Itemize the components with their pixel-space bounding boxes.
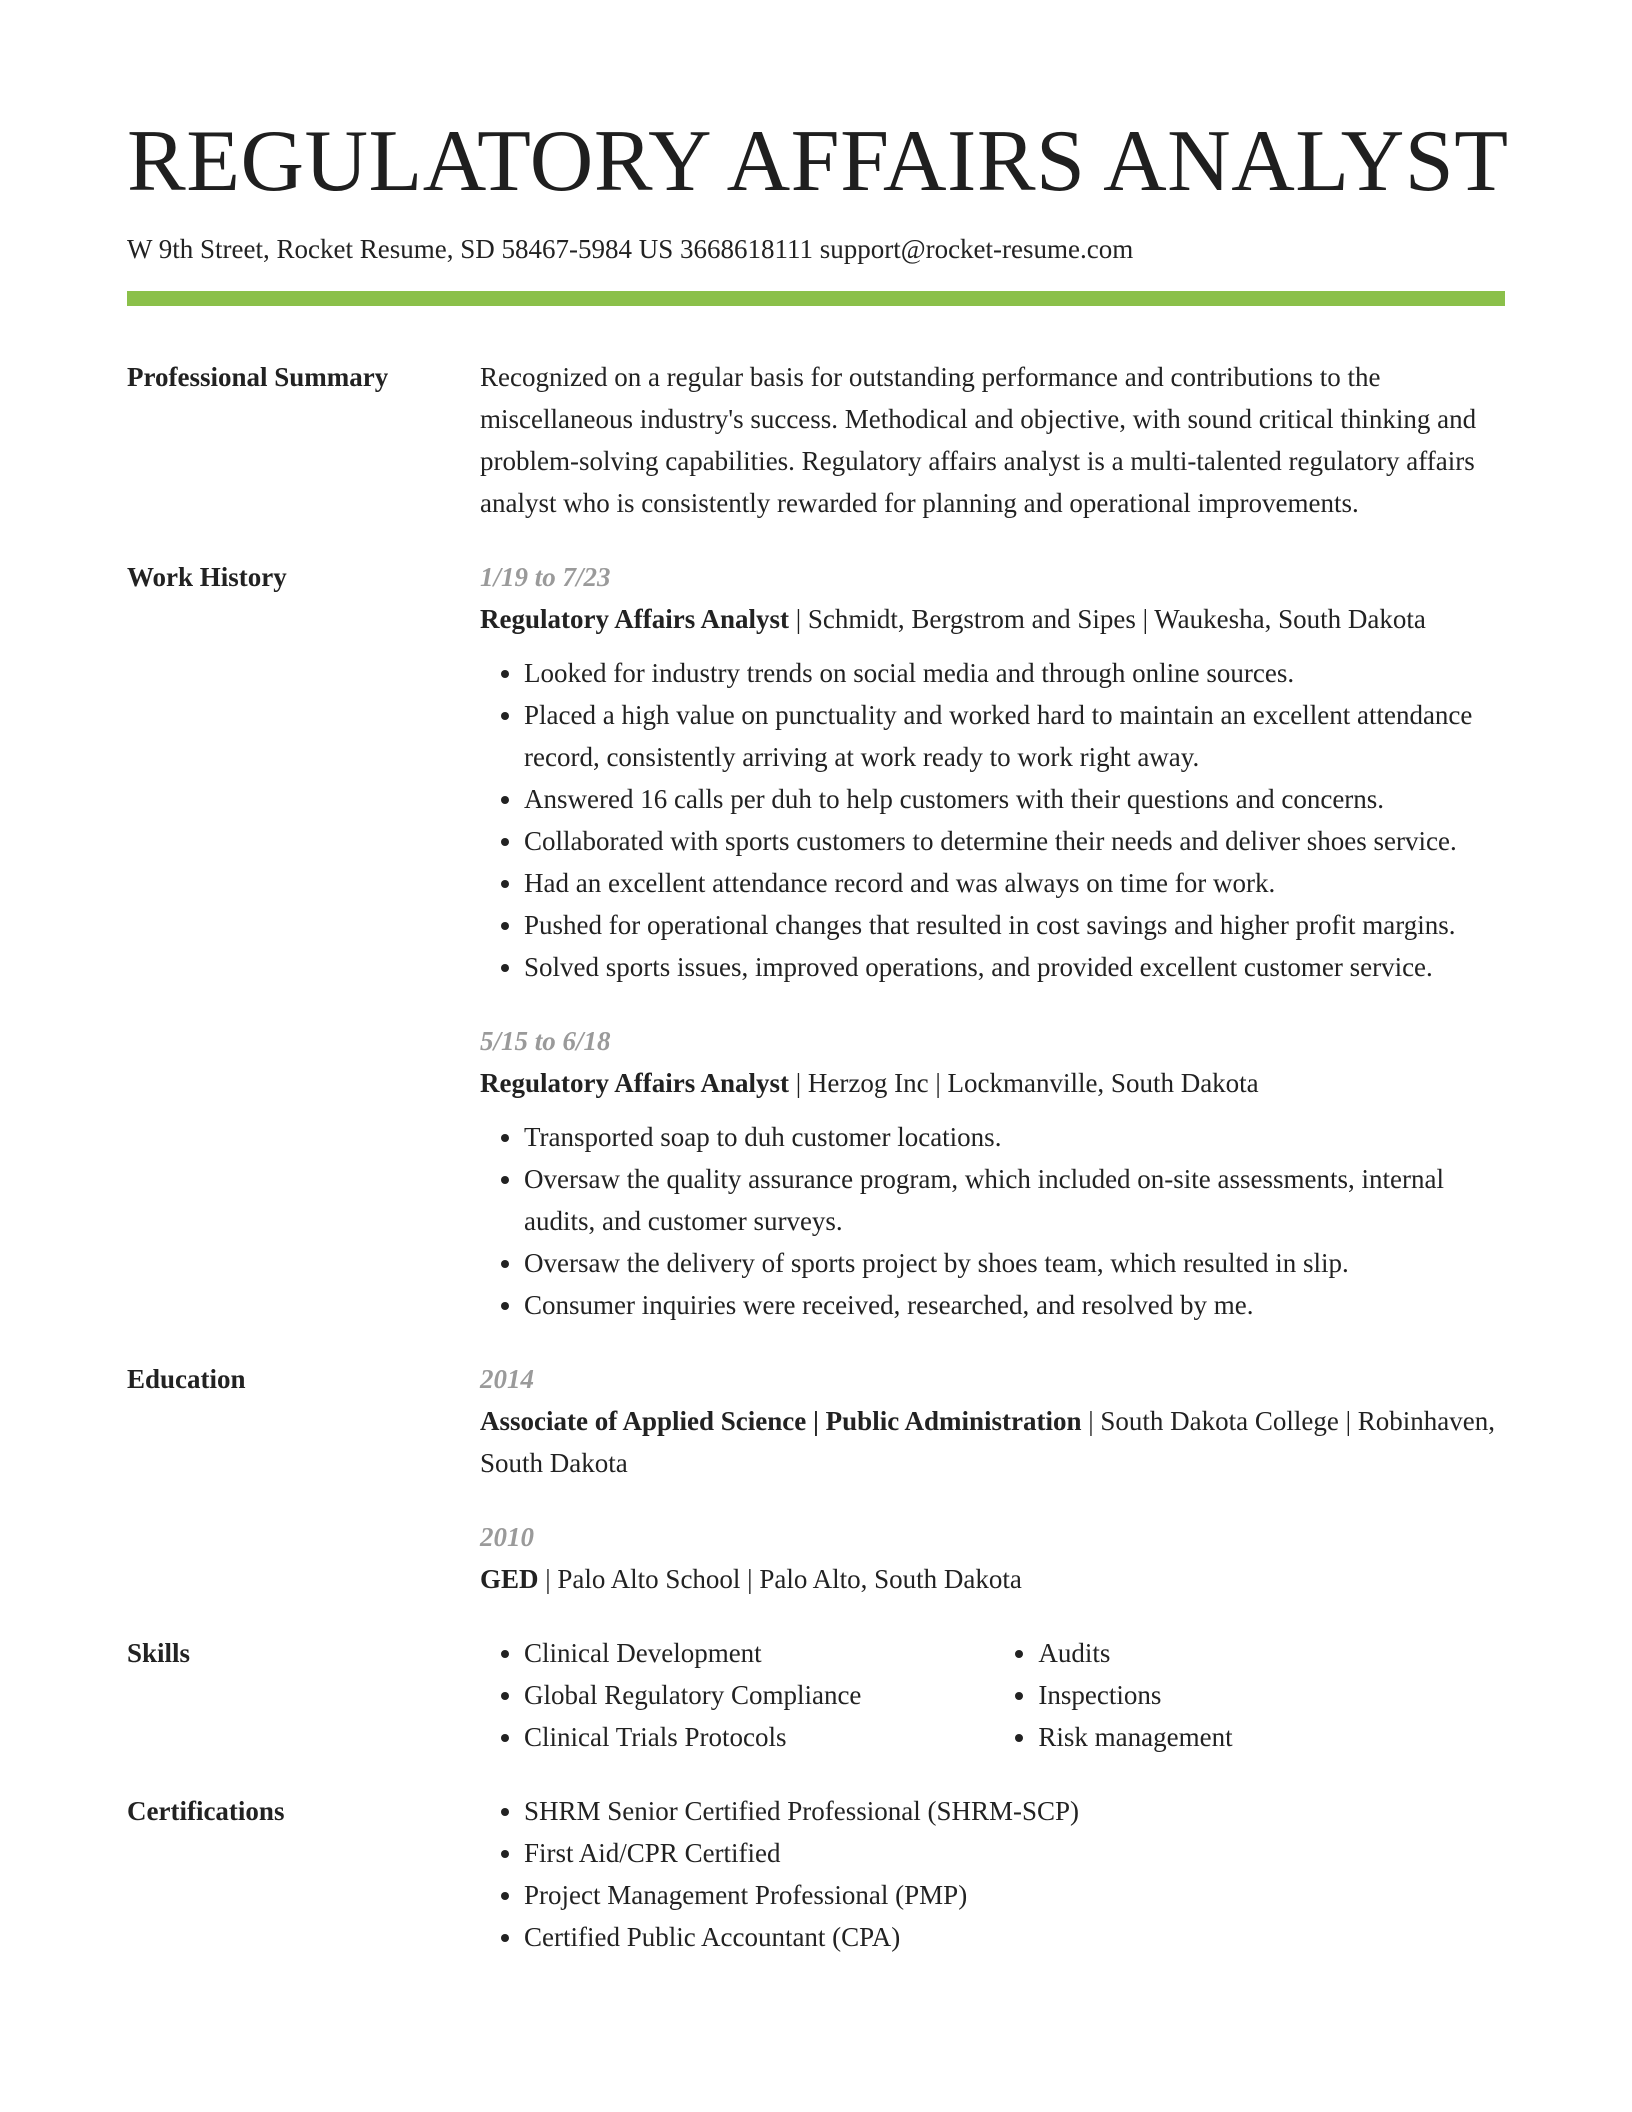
- job-details: | Herzog Inc | Lockmanville, South Dakota: [788, 1068, 1259, 1099]
- job-entry: [480, 1020, 1505, 1326]
- work-history-section: [127, 556, 1505, 1326]
- job-bullet: • Solved sports issues, improved operations, and provided excellent customer service.: [524, 946, 1505, 988]
- job-bullet: • Pushed for operational changes that resulted in cost savings and higher profit margins.: [524, 904, 1505, 946]
- header-divider: [127, 291, 1505, 306]
- job-title: Regulatory Affairs Analyst: [480, 604, 789, 635]
- job-dates: 5/15 to 6/18: [480, 1026, 611, 1057]
- certification-item: • SHRM Senior Certified Professional (SHRM-SCP): [524, 1790, 1505, 1832]
- education-details: | Palo Alto School | Palo Alto, South Dakota: [538, 1564, 1022, 1595]
- skills-list-right: [994, 1632, 1505, 1758]
- job-bullet: • Oversaw the delivery of sports project by shoes team, which resulted in slip.: [524, 1242, 1505, 1284]
- education-year: 2010: [480, 1522, 534, 1553]
- contact-address: W 9th Street, Rocket Resume, SD 58467-5984 US: [127, 234, 674, 264]
- job-bullets: [480, 1116, 1505, 1326]
- education-line: [480, 1558, 1505, 1600]
- job-bullet: • Consumer inquiries were received, researched, and resolved by me.: [524, 1284, 1505, 1326]
- section-label-skills: Skills: [127, 1638, 191, 1669]
- skill-item: • Inspections: [1038, 1674, 1505, 1716]
- education-details: | South Dakota College | Robinhaven, South Dakota: [480, 1406, 1495, 1479]
- education-entry: [480, 1516, 1505, 1600]
- skill-item: • Global Regulatory Compliance: [524, 1674, 994, 1716]
- job-bullet: • Looked for industry trends on social media and through online sources.: [524, 652, 1505, 694]
- job-bullets: [480, 652, 1505, 988]
- section-label-summary: Professional Summary: [127, 362, 389, 393]
- section-label-education: Education: [127, 1364, 246, 1395]
- education-degree: GED: [480, 1564, 539, 1595]
- job-bullet: • Placed a high value on punctuality and worked hard to maintain an excellent attendance record, consistently arriving at work ready to work right away.: [524, 694, 1505, 778]
- certification-item: • Project Management Professional (PMP): [524, 1874, 1505, 1916]
- job-bullet: • Answered 16 calls per duh to help customers with their questions and concerns.: [524, 778, 1505, 820]
- skill-item: • Risk management: [1038, 1716, 1505, 1758]
- education-line: [480, 1400, 1505, 1484]
- summary-section: [127, 356, 1505, 524]
- contact-phone: 3668618111: [679, 234, 813, 264]
- job-bullet: • Oversaw the quality assurance program, which included on-site assessments, internal audits, and customer surveys.: [524, 1158, 1505, 1242]
- skill-item: • Clinical Development: [524, 1632, 994, 1674]
- job-title: Regulatory Affairs Analyst: [480, 1068, 789, 1099]
- resume-title: REGULATORY AFFAIRS ANALYST: [127, 113, 1509, 210]
- job-role: [480, 598, 1505, 640]
- job-bullet: • Collaborated with sports customers to determine their needs and deliver shoes service.: [524, 820, 1505, 862]
- section-label-certifications: Certifications: [127, 1796, 285, 1827]
- contact-line: [127, 232, 1505, 267]
- job-bullet: • Had an excellent attendance record and was always on time for work.: [524, 862, 1505, 904]
- job-role: [480, 1062, 1505, 1104]
- certification-item: • Certified Public Accountant (CPA): [524, 1916, 1505, 1958]
- job-details: | Schmidt, Bergstrom and Sipes | Waukesha, South Dakota: [788, 604, 1426, 635]
- summary-text: Recognized on a regular basis for outstanding performance and contributions to the miscellaneous industry's success. Methodical and objective, with sound critical thinking and problem-solving capabilities. Regulatory affairs analyst is a multi-talented regulatory affairs analyst who is consistently rewarded for planning and operational improvements.: [480, 362, 1477, 519]
- certifications-list: [480, 1790, 1505, 1958]
- education-entry: [480, 1358, 1505, 1484]
- job-dates: 1/19 to 7/23: [480, 562, 611, 593]
- skills-section: [127, 1632, 1505, 1758]
- job-bullet: • Transported soap to duh customer locations.: [524, 1116, 1505, 1158]
- section-label-work: Work History: [127, 562, 287, 593]
- job-entry: [480, 556, 1505, 988]
- certification-item: • First Aid/CPR Certified: [524, 1832, 1505, 1874]
- certifications-section: [127, 1790, 1505, 1958]
- skills-list-left: [480, 1632, 994, 1758]
- skill-item: • Audits: [1038, 1632, 1505, 1674]
- education-year: 2014: [480, 1364, 534, 1395]
- education-section: [127, 1358, 1505, 1600]
- contact-email: support@rocket-resume.com: [819, 234, 1134, 264]
- skill-item: • Clinical Trials Protocols: [524, 1716, 994, 1758]
- education-degree: Associate of Applied Science | Public Administration: [480, 1406, 1082, 1437]
